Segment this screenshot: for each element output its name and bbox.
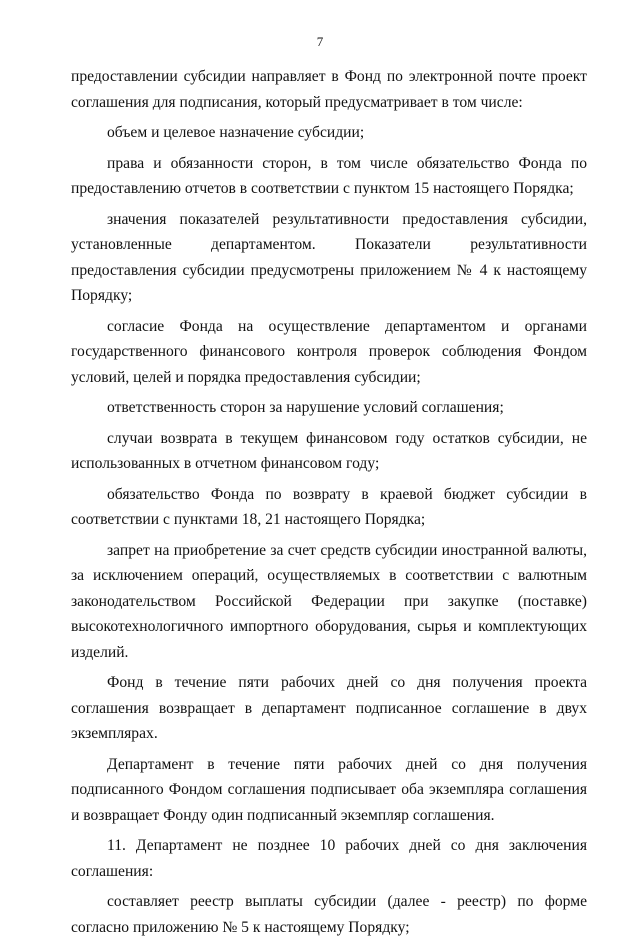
paragraph-3: права и обязанности сторон, в том числе обязательство Фонда по предоставлению отчетов в соответствии с пунктом 15 настоящего Порядка; (71, 154, 587, 197)
page-number: 7 (316, 34, 324, 49)
paragraph-6: ответственность сторон за нарушение условий соглашения; (107, 399, 504, 416)
paragraph-5: согласие Фонда на осуществление департаментом и органами государственного финансового контроля проверок соблюдения Фондом условий, целей и порядка предоставления субсидии; (71, 317, 587, 386)
paragraph-4: значения показателей результативности предоставления субсидии, установленные департаментом. Показатели результативности предоставления субсидии предусмотрены приложением № 4 к настоящему Порядку; (71, 210, 587, 304)
paragraph-1: предоставлении субсидии направляет в Фонд по электронной почте проект соглашения для подписания, который предусматривает в том числе: (71, 68, 587, 111)
paragraph-9: запрет на приобретение за счет средств субсидии иностранной валюты, за исключением операций, осуществляемых в соответствии с валютным законодательством Российской Федерации при закупке (поставке) высокотехнологичного импортного оборудования, сырья и комплектующих изделий. (71, 541, 587, 661)
paragraph-7: случаи возврата в текущем финансовом году остатков субсидии, не использованных в отчетном финансовом году; (71, 429, 587, 472)
paragraph-8: обязательство Фонда по возврату в краевой бюджет субсидии в соответствии с пунктами 18, 21 настоящего Порядка; (71, 485, 587, 528)
document-body (71, 64, 587, 945)
paragraph-11: Департамент в течение пяти рабочих дней со дня получения подписанного Фондом соглашения подписывает оба экземпляра соглашения и возвращает Фонду один подписанный экземпляр соглашения. (71, 755, 587, 824)
paragraph-12: 11. Департамент не позднее 10 рабочих дней со дня заключения соглашения: (71, 837, 587, 880)
paragraph-10: Фонд в течение пяти рабочих дней со дня получения проекта соглашения возвращает в департамент подписанное соглашение в двух экземплярах. (71, 674, 587, 742)
paragraph-2: объем и целевое назначение субсидии; (107, 124, 365, 141)
paragraph-13: составляет реестр выплаты субсидии (далее - реестр) по форме согласно приложению № 5 к настоящему Порядку; (71, 893, 587, 936)
